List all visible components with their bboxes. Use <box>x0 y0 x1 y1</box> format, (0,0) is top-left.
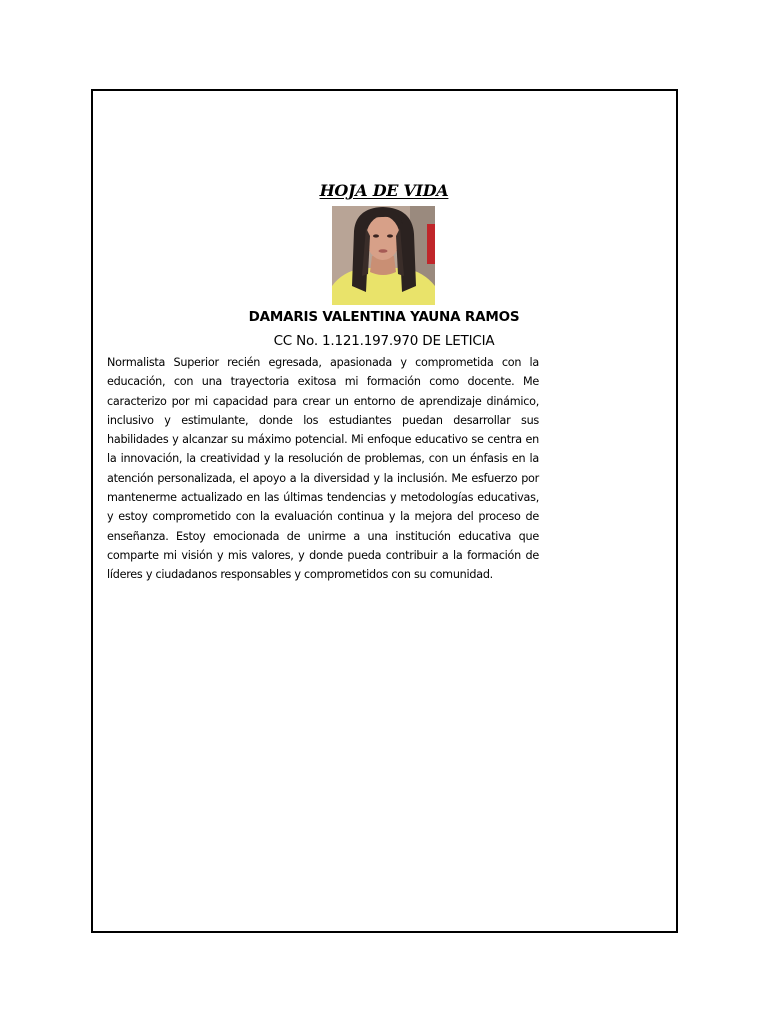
document-title-text: HOJA DE VIDA <box>319 181 449 200</box>
applicant-name: DAMARIS VALENTINA YAUNA RAMOS <box>248 309 520 325</box>
document-title <box>0 181 768 200</box>
profile-summary-paragraph: Normalista Superior recién egresada, apasionada y comprometida con la educación, con una trayectoria exitosa mi formación como docente. Me caracterizo por mi capacidad para crear un entorno de aprendizaje dinámico, inclusivo y estimulante, donde los estudiantes puedan desarrollar sus habilidades y alcanzar su máximo potencial. Mi enfoque educativo se centra en la innovación, la creatividad y la resolución de problemas, con un énfasis en la atención personalizada, el apoyo a la diversidad y la inclusión. Me esfuerzo por mantenerme actualizado en las últimas tendencias y metodologías educativas, y estoy comprometido con la evaluación continua y la mejora del proceso de enseñanza. Estoy emocionada de unirme a una institución educativa que comparte mi visión y mis valores, y donde pueda contribuir a la formación de líderes y ciudadanos responsables y comprometidos con su comunidad. <box>107 356 539 582</box>
applicant-id-line: CC No. 1.121.197.970 DE LETICIA <box>273 333 495 349</box>
profile-photo <box>332 206 435 305</box>
